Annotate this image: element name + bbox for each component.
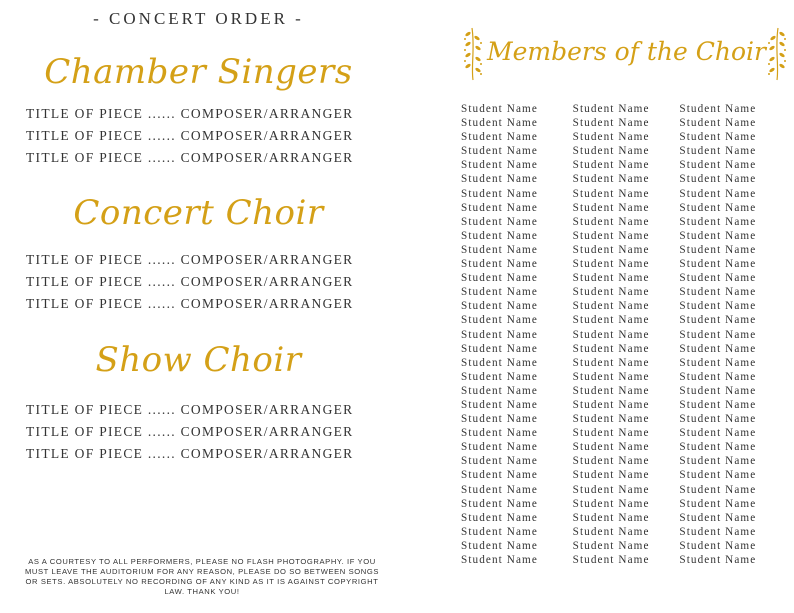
student-name: Student Name [679,328,757,341]
piece-row: TITLE OF PIECE ...... COMPOSER/ARRANGER [26,446,354,461]
student-name: Student Name [572,117,650,130]
student-name: Student Name [679,497,757,510]
student-name: Student Name [679,300,757,313]
student-name: Student Name [461,145,538,158]
student-row [461,454,791,468]
student-name: Student Name [461,413,538,426]
student-row [461,144,791,158]
student-name: Student Name [679,511,757,524]
piece-row: TITLE OF PIECE ...... COMPOSER/ARRANGER [26,402,354,417]
right-page [397,0,794,613]
student-name: Student Name [679,173,757,186]
student-name: Student Name [679,243,757,256]
student-name: Student Name [461,173,538,186]
student-name: Student Name [679,427,757,440]
student-row [461,440,791,454]
student-row [461,412,791,426]
show-choir-pieces [26,399,386,465]
piece-row: TITLE OF PIECE ...... COMPOSER/ARRANGER [26,150,354,165]
student-row [461,285,791,299]
student-name: Student Name [679,229,757,242]
student-name: Student Name [679,398,757,411]
student-name: Student Name [461,159,538,172]
student-name: Student Name [572,539,650,552]
student-name: Student Name [679,384,757,397]
student-name: Student Name [679,554,757,566]
student-name: Student Name [572,413,650,426]
student-name: Student Name [572,300,650,313]
student-name: Student Name [572,243,650,256]
student-name: Student Name [461,469,538,482]
student-name: Student Name [679,103,757,115]
student-name: Student Name [572,554,650,566]
student-roster [461,102,791,567]
student-name: Student Name [572,441,650,454]
chamber-singers-pieces [26,103,386,169]
student-name: Student Name [679,314,757,327]
student-name: Student Name [572,173,650,186]
student-row [461,257,791,271]
student-name: Student Name [679,131,757,144]
student-name: Student Name [461,525,538,538]
concert-order-title: - CONCERT ORDER - [93,9,304,28]
student-name: Student Name [461,497,538,510]
student-name: Student Name [572,525,650,538]
student-name: Student Name [461,215,538,228]
piece-row: TITLE OF PIECE ...... COMPOSER/ARRANGER [26,424,354,439]
student-name: Student Name [572,215,650,228]
student-row [461,356,791,370]
student-name: Student Name [461,455,538,468]
chamber-singers-heading: Chamber Singers [44,52,353,92]
student-name: Student Name [679,272,757,285]
student-row [461,497,791,511]
student-name: Student Name [679,286,757,299]
student-row [461,384,791,398]
laurel-sprig-icon [459,26,487,82]
student-name: Student Name [461,342,538,355]
student-name: Student Name [461,328,538,341]
student-row [461,539,791,553]
student-row [461,468,791,482]
piece-row: TITLE OF PIECE ...... COMPOSER/ARRANGER [26,106,354,121]
student-name: Student Name [461,356,538,369]
student-row [461,172,791,186]
student-row [461,511,791,525]
student-name: Student Name [572,511,650,524]
student-row [461,130,791,144]
student-name: Student Name [572,145,650,158]
student-name: Student Name [461,511,538,524]
student-row [461,271,791,285]
student-name: Student Name [679,469,757,482]
student-row [461,187,791,201]
student-name: Student Name [679,342,757,355]
student-name: Student Name [572,455,650,468]
student-row [461,553,791,567]
student-name: Student Name [679,455,757,468]
courtesy-notice: AS A COURTESY TO ALL PERFORMERS, PLEASE NO FLASH PHOTOGRAPHY. IF YOU MUST LEAVE THE AUDITORIUM FOR ANY REASON, PLEASE DO SO BETWEEN SONGS OR SETS. ABSOLUTELY NO RECORDING OF ANY KIND AS IT IS AGAINST COPYRIGHT LAW. THANK YOU! [24,557,380,596]
student-name: Student Name [572,201,650,214]
student-name: Student Name [572,159,650,172]
student-name: Student Name [461,370,538,383]
student-row [461,483,791,497]
piece-row: TITLE OF PIECE ...... COMPOSER/ARRANGER [26,274,354,289]
student-name: Student Name [461,103,538,115]
student-name: Student Name [572,272,650,285]
student-name: Student Name [679,356,757,369]
student-name: Student Name [572,314,650,327]
members-header [457,26,766,78]
student-name: Student Name [461,384,538,397]
student-name: Student Name [461,201,538,214]
student-row [461,525,791,539]
student-row [461,102,791,116]
student-name: Student Name [461,131,538,144]
student-name: Student Name [461,117,538,130]
laurel-sprig-icon [763,26,791,82]
student-name: Student Name [461,286,538,299]
student-row [461,201,791,215]
student-name: Student Name [572,356,650,369]
student-name: Student Name [572,384,650,397]
student-row [461,116,791,130]
student-name: Student Name [461,554,538,566]
student-name: Student Name [572,398,650,411]
student-name: Student Name [679,159,757,172]
student-name: Student Name [679,539,757,552]
student-name: Student Name [679,413,757,426]
student-name: Student Name [461,441,538,454]
student-row [461,342,791,356]
student-row [461,398,791,412]
concert-choir-heading: Concert Choir [73,193,324,233]
student-name: Student Name [572,497,650,510]
student-name: Student Name [461,187,538,200]
student-name: Student Name [461,229,538,242]
student-name: Student Name [572,370,650,383]
student-name: Student Name [572,131,650,144]
student-name: Student Name [461,483,538,496]
student-name: Student Name [572,103,650,115]
student-name: Student Name [679,441,757,454]
student-name: Student Name [679,370,757,383]
show-choir-heading: Show Choir [95,340,302,380]
student-name: Student Name [572,427,650,440]
student-name: Student Name [679,215,757,228]
student-name: Student Name [461,272,538,285]
student-name: Student Name [461,314,538,327]
student-name: Student Name [461,243,538,256]
student-name: Student Name [461,398,538,411]
student-name: Student Name [461,427,538,440]
student-name: Student Name [461,300,538,313]
piece-row: TITLE OF PIECE ...... COMPOSER/ARRANGER [26,252,354,267]
student-name: Student Name [572,258,650,271]
student-row [461,370,791,384]
student-name: Student Name [572,342,650,355]
concert-choir-pieces [26,249,386,315]
student-row [461,299,791,313]
student-name: Student Name [679,117,757,130]
student-name: Student Name [572,328,650,341]
student-name: Student Name [572,483,650,496]
student-row [461,229,791,243]
members-title: Members of the Choir [487,37,766,66]
student-name: Student Name [572,469,650,482]
student-row [461,426,791,440]
student-name: Student Name [461,258,538,271]
student-name: Student Name [572,187,650,200]
student-name: Student Name [572,229,650,242]
student-name: Student Name [679,145,757,158]
student-name: Student Name [679,525,757,538]
student-row [461,243,791,257]
piece-row: TITLE OF PIECE ...... COMPOSER/ARRANGER [26,128,354,143]
student-name: Student Name [461,539,538,552]
student-name: Student Name [679,483,757,496]
student-name: Student Name [679,201,757,214]
student-row [461,313,791,327]
student-name: Student Name [572,286,650,299]
student-name: Student Name [679,258,757,271]
student-row [461,328,791,342]
student-row [461,215,791,229]
student-name: Student Name [679,187,757,200]
piece-row: TITLE OF PIECE ...... COMPOSER/ARRANGER [26,296,354,311]
student-row [461,158,791,172]
